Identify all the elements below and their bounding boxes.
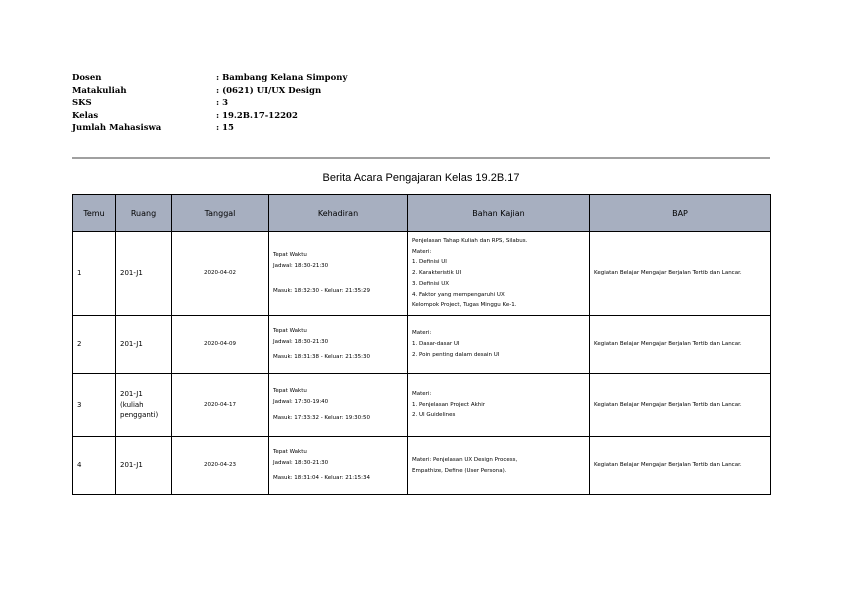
info-row-kelas xyxy=(72,110,347,123)
info-label: Jumlah Mahasiswa xyxy=(72,123,162,134)
bahan-line: Kelompok Project, Tugas Minggu Ke-1. xyxy=(412,302,517,309)
cell-kehadiran xyxy=(269,316,408,374)
cell-ruang xyxy=(116,316,172,374)
ruang-line: (kuliah xyxy=(120,400,144,409)
cell-bahan-kajian xyxy=(408,437,590,495)
info-row-sks xyxy=(72,97,347,110)
info-value: : (0621) UI/UX Design xyxy=(216,85,322,96)
header-kehadiran: Kehadiran xyxy=(269,195,408,232)
bahan-line: Materi: xyxy=(412,390,432,397)
cell-bahan-kajian xyxy=(408,316,590,374)
cell-bap: Kegiatan Belajar Mengajar Berjalan Tertib dan Lancar. xyxy=(590,437,771,495)
bahan-line: 1. Definisi UI xyxy=(412,259,447,266)
cell-kehadiran xyxy=(269,374,408,437)
cell-kehadiran xyxy=(269,437,408,495)
kehadiran-masuk: Masuk: 17:33:32 - Keluar: 19:30:50 xyxy=(273,415,371,422)
bap-table xyxy=(72,194,771,495)
table-header-row xyxy=(73,195,771,232)
cell-bahan-kajian xyxy=(408,232,590,316)
table-row xyxy=(73,232,771,316)
header-tanggal: Tanggal xyxy=(172,195,269,232)
kehadiran-jadwal: Jadwal: 18:30-21:30 xyxy=(273,339,329,346)
kehadiran-jadwal: Jadwal: 17:30-19:40 xyxy=(273,398,329,405)
bahan-line: 1. Dasar-dasar UI xyxy=(412,341,460,348)
kehadiran-status: Tepat Waktu xyxy=(273,328,307,335)
kehadiran-jadwal: Jadwal: 18:30-21:30 xyxy=(273,263,329,270)
course-info xyxy=(72,72,347,135)
info-label: Matakuliah xyxy=(72,85,127,96)
bahan-line: 3. Definisi UX xyxy=(412,280,450,287)
info-row-jumlah-mahasiswa xyxy=(72,122,347,135)
kehadiran-status: Tepat Waktu xyxy=(273,449,307,456)
info-value: : 3 xyxy=(216,98,229,109)
document-title: Berita Acara Pengajaran Kelas 19.2B.17 xyxy=(322,172,520,184)
ruang-line: 201-J1 xyxy=(120,269,143,278)
cell-temu: 2 xyxy=(73,316,116,374)
header-bap: BAP xyxy=(590,195,771,232)
kehadiran-masuk: Masuk: 18:31:04 - Keluar: 21:15:34 xyxy=(273,474,371,481)
bahan-line: 4. Faktor yang mempengaruhi UX xyxy=(412,291,505,298)
table-row xyxy=(73,316,771,374)
bahan-line: 2. UI Guidelines xyxy=(412,412,456,419)
cell-tanggal: 2020-04-02 xyxy=(172,232,269,316)
info-label: SKS xyxy=(72,98,92,109)
info-label: Dosen xyxy=(72,73,102,83)
header-temu: Temu xyxy=(73,195,116,232)
header-bahan-kajian: Bahan Kajian xyxy=(408,195,590,232)
cell-bahan-kajian xyxy=(408,374,590,437)
bahan-line: 2. Karakteristik UI xyxy=(412,270,462,277)
ruang-line: 201-J1 xyxy=(120,340,143,349)
ruang-line: 201-J1 xyxy=(120,389,143,398)
info-label: Kelas xyxy=(72,110,99,121)
table-row xyxy=(73,437,771,495)
bahan-line: 1. Penjelasan Project Akhir xyxy=(412,401,486,408)
horizontal-divider xyxy=(72,157,770,159)
bahan-line: Materi: xyxy=(412,330,432,337)
cell-tanggal: 2020-04-23 xyxy=(172,437,269,495)
cell-ruang xyxy=(116,374,172,437)
cell-bap: Kegiatan Belajar Mengajar Berjalan Tertib dan Lancar. xyxy=(590,232,771,316)
kehadiran-masuk: Masuk: 18:31:38 - Keluar: 21:35:30 xyxy=(273,353,371,360)
bahan-line: 2. Poin penting dalam desain UI xyxy=(412,351,500,358)
cell-bap: Kegiatan Belajar Mengajar Berjalan Tertib dan Lancar. xyxy=(590,374,771,437)
cell-temu: 1 xyxy=(73,232,116,316)
bahan-line: Empathize, Define (User Persona). xyxy=(412,467,507,474)
cell-tanggal: 2020-04-09 xyxy=(172,316,269,374)
bahan-line: Materi: Penjelasan UX Design Process, xyxy=(412,456,518,463)
ruang-line: 201-J1 xyxy=(120,461,143,470)
table-row xyxy=(73,374,771,437)
info-value: : 15 xyxy=(216,123,234,134)
info-value: : Bambang Kelana Simpony xyxy=(216,73,348,83)
ruang-line: pengganti) xyxy=(120,411,159,420)
cell-bap: Kegiatan Belajar Mengajar Berjalan Tertib dan Lancar. xyxy=(590,316,771,374)
cell-kehadiran xyxy=(269,232,408,316)
cell-ruang xyxy=(116,232,172,316)
cell-temu: 4 xyxy=(73,437,116,495)
kehadiran-status: Tepat Waktu xyxy=(273,387,307,394)
bahan-line: Penjelasan Tahap Kuliah dan RPS, Silabus. xyxy=(412,237,528,244)
info-row-matakuliah xyxy=(72,85,347,98)
kehadiran-masuk: Masuk: 18:32:30 - Keluar: 21:35:29 xyxy=(273,287,371,294)
info-value: : 19.2B.17-12202 xyxy=(216,110,298,121)
cell-tanggal: 2020-04-17 xyxy=(172,374,269,437)
cell-ruang xyxy=(116,437,172,495)
header-ruang: Ruang xyxy=(116,195,172,232)
kehadiran-status: Tepat Waktu xyxy=(273,252,307,259)
bahan-line: Materi: xyxy=(412,248,432,255)
info-row-dosen xyxy=(72,72,347,85)
cell-temu: 3 xyxy=(73,374,116,437)
kehadiran-jadwal: Jadwal: 18:30-21:30 xyxy=(273,460,329,467)
